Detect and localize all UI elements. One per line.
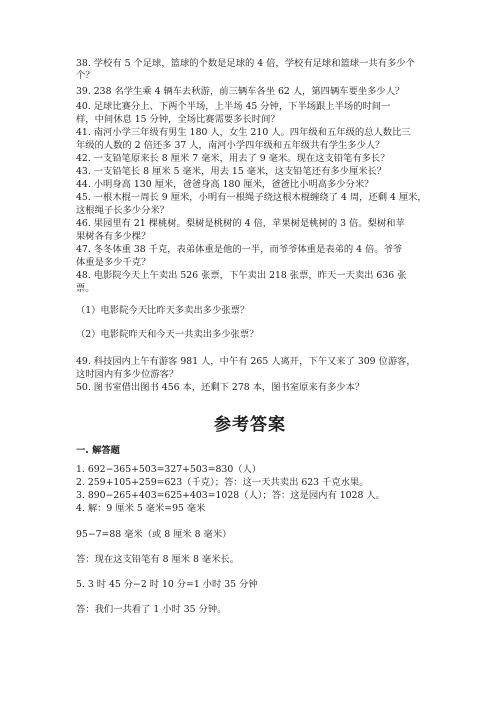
question-41-line-1: 41. 南河小学三年级有男生 180 人，女生 210 人。四年级和五年级的总人数比三 bbox=[76, 127, 411, 138]
question-38-line-1: 38. 学校有 5 个足球，篮球的个数是足球的 4 倍，学校有足球和篮球一共有多少个 bbox=[76, 58, 415, 69]
answer-5: 5. 3 时 45 分−2 时 10 分=1 小时 35 分钟 bbox=[76, 579, 258, 590]
question-45-line-2: 这根绳子长多少分米？ bbox=[76, 205, 169, 216]
question-38-line-2: 个？ bbox=[76, 70, 95, 81]
question-40-line-1: 40. 足球比赛分上、下两个半场，上半场 45 分钟，下半场跟上半场的时间一 bbox=[76, 101, 391, 112]
section-label: 一. 解答题 bbox=[76, 445, 120, 456]
sub-question-2: （2）电影院昨天和今天一共卖出多少张票？ bbox=[76, 329, 259, 340]
question-45-line-1: 45. 一根木棍一周长 9 厘米，小明有一根绳子绕这根木棍缠绕了 4 周，还剩 4 厘米， bbox=[76, 192, 427, 203]
question-47-line-1: 47. 冬冬体重 38 千克，表弟体重是他的一半，而爷爷体重是表弟的 4 倍。爷爷 bbox=[76, 244, 403, 255]
question-49-line-1: 49. 科技园内上午有游客 981 人，中午有 265 人离开，下午又来了 309 位游客， bbox=[76, 356, 416, 367]
question-39: 39. 238 名学生乘 4 辆车去秋游，前三辆车各坐 62 人，第四辆车要坐多少人？ bbox=[76, 86, 405, 97]
question-46-line-1: 46. 果园里有 21 棵桃树。梨树是桃树的 4 倍，苹果树是桃树的 3 倍。梨树和苹 bbox=[76, 218, 405, 229]
answer-3: 3. 890−265+403=625+403=1028（人）；答：这是园内有 1028 人。 bbox=[76, 490, 385, 501]
sub-question-1: （1）电影院今天比昨天多卖出多少张票？ bbox=[76, 305, 250, 316]
answer-4-calc: 95−7=88 毫米（或 8 厘米 8 毫米） bbox=[76, 529, 232, 540]
question-42: 42. 一支铅笔原来长 8 厘米 7 毫米，用去了 9 毫米。现在这支铅笔有多长？ bbox=[76, 153, 390, 164]
question-47-line-2: 体重是多少千克？ bbox=[76, 257, 151, 268]
question-49-line-2: 这时园内有多少位游客？ bbox=[76, 369, 179, 380]
answer-5-reply: 答：我们一共看了 1 小时 35 分钟。 bbox=[76, 604, 227, 615]
question-46-line-2: 果树各有多少棵？ bbox=[76, 231, 151, 242]
answer-1: 1. 692−365+503=327+503=830（人） bbox=[76, 464, 262, 475]
question-50: 50. 图书室借出图书 456 本，还剩下 278 本，图书室原来有多少本？ bbox=[76, 382, 365, 393]
question-40-line-2: 样，中间休息 15 分钟，全场比赛需要多长时间？ bbox=[76, 114, 280, 125]
answer-title: 参考答案 bbox=[214, 415, 286, 435]
question-44: 44. 小明身高 130 厘米，爸爸身高 180 厘米，爸爸比小明高多少分米？ bbox=[76, 179, 374, 190]
question-41-line-2: 年级的人数的 2 倍还多 37 人，南河小学四年级和五年级共有学生多少人？ bbox=[76, 140, 385, 151]
answer-4-reply: 答：现在这支铅笔有 8 厘米 8 毫米长。 bbox=[76, 554, 240, 565]
question-48-line-2: 票。 bbox=[76, 283, 95, 294]
question-48-line-1: 48. 电影院今天上午卖出 526 张票，下午卖出 218 张票，昨天一天卖出 636 张 bbox=[76, 270, 407, 281]
answer-4: 4. 解：9 厘米 5 毫米=95 毫米 bbox=[76, 503, 206, 514]
answer-2: 2. 259+105+259=623（千克）；答：这一天共卖出 623 千克水果。 bbox=[76, 477, 369, 488]
question-43: 43. 一支铅笔长 8 厘米 5 毫米，用去 15 毫米，这支铅笔还有多少厘米长？ bbox=[76, 166, 387, 177]
